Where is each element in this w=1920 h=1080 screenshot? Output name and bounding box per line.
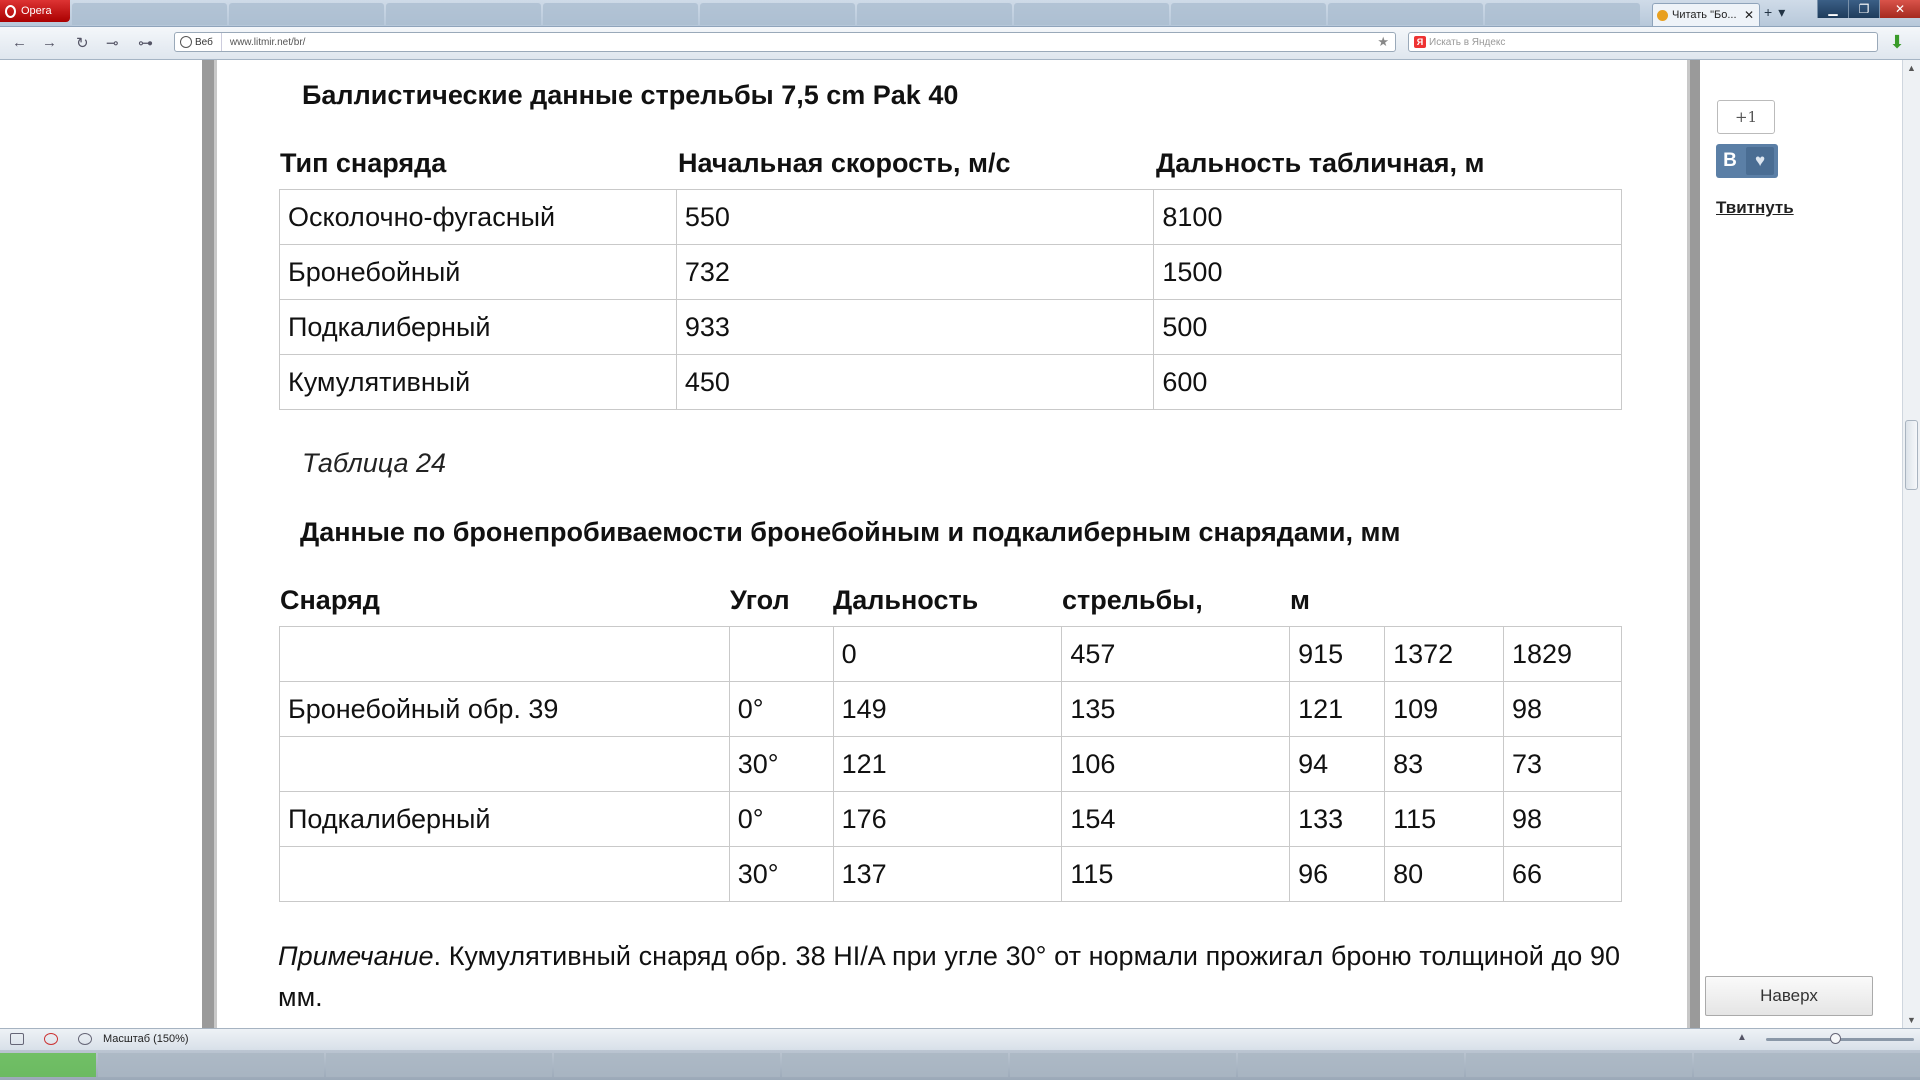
minimize-icon[interactable]: ▁	[1817, 0, 1848, 18]
table-cell	[280, 847, 730, 902]
restore-icon[interactable]: ❐	[1848, 0, 1879, 18]
table-cell: 600	[1154, 355, 1622, 410]
table-row	[280, 300, 1622, 355]
chevron-up-icon[interactable]: ▲	[1737, 1032, 1747, 1043]
tab[interactable]	[229, 3, 384, 25]
search-placeholder: Искать в Яндекс	[1429, 36, 1506, 48]
table-cell: Кумулятивный	[280, 355, 677, 410]
site-info-label: Веб	[195, 36, 213, 48]
table-row	[280, 627, 1622, 682]
site-favicon-icon	[1657, 10, 1668, 21]
tab[interactable]	[700, 3, 855, 25]
table-cell: 115	[1062, 847, 1290, 902]
table-cell: 149	[833, 682, 1062, 737]
opera-logo-icon	[5, 5, 16, 18]
page-border-right	[1690, 60, 1700, 1028]
tab[interactable]	[386, 3, 541, 25]
table-cell: 94	[1290, 737, 1385, 792]
key-icon[interactable]: ⊶	[138, 35, 153, 52]
tab[interactable]	[1328, 3, 1483, 25]
table-cell: 80	[1385, 847, 1504, 902]
tab[interactable]	[1014, 3, 1169, 25]
table-row	[280, 190, 1622, 245]
penetration-table	[279, 626, 1622, 902]
table-cell: 115	[1385, 792, 1504, 847]
status-bar	[0, 1028, 1920, 1051]
window-controls	[1817, 0, 1920, 18]
reload-icon[interactable]: ↻	[76, 35, 89, 52]
scroll-up-icon[interactable]: ▲	[1907, 63, 1916, 73]
key-icon[interactable]: ⊸	[106, 35, 119, 52]
table-cell: Бронебойный обр. 39	[280, 682, 730, 737]
table-row	[280, 792, 1622, 847]
taskbar-item[interactable]	[554, 1053, 780, 1077]
address-bar	[0, 27, 1920, 60]
table-cell: 121	[1290, 682, 1385, 737]
table-cell: 66	[1504, 847, 1622, 902]
table-cell: 1500	[1154, 245, 1622, 300]
table-cell: 109	[1385, 682, 1504, 737]
close-tab-icon[interactable]: ✕	[1743, 8, 1754, 22]
tab-title: Читать "Бо...	[1672, 9, 1737, 21]
table-cell: 73	[1504, 737, 1622, 792]
table-cell: 8100	[1154, 190, 1622, 245]
table-cell: 98	[1504, 792, 1622, 847]
site-info[interactable]	[175, 33, 222, 51]
table2-header-cell: Дальность	[833, 585, 979, 615]
panel-toggle-icon[interactable]	[10, 1033, 24, 1045]
table-cell: 133	[1290, 792, 1385, 847]
table-cell: 0	[833, 627, 1062, 682]
table-cell: 500	[1154, 300, 1622, 355]
note-text: . Кумулятивный снаряд обр. 38 HI/A при угле 30° от нормали прожигал броню толщиной до 90 мм.	[278, 941, 1620, 1012]
table2-note	[278, 936, 1620, 1018]
table-cell: 1372	[1385, 627, 1504, 682]
bookmark-star-icon[interactable]: ★	[1377, 34, 1389, 49]
search-field[interactable]	[1408, 32, 1878, 52]
tab-menu-chevron-icon[interactable]: ▾	[1778, 4, 1786, 20]
table-cell: 1829	[1504, 627, 1622, 682]
table-cell: 106	[1062, 737, 1290, 792]
table-cell	[280, 737, 730, 792]
table-cell: 98	[1504, 682, 1622, 737]
table-cell: 135	[1062, 682, 1290, 737]
table-cell: 176	[833, 792, 1062, 847]
taskbar-item[interactable]	[98, 1053, 324, 1077]
table-cell: 137	[833, 847, 1062, 902]
url-field[interactable]	[174, 32, 1396, 52]
table-cell: 732	[676, 245, 1154, 300]
table-cell: 96	[1290, 847, 1385, 902]
tab-bar	[0, 0, 1920, 27]
download-arrow-icon[interactable]: ⬇	[1889, 31, 1905, 52]
table-cell: 83	[1385, 737, 1504, 792]
table2-header-cell: м	[1290, 585, 1310, 615]
table-cell: 915	[1290, 627, 1385, 682]
tab[interactable]	[72, 3, 227, 25]
table-row	[280, 737, 1622, 792]
zoom-slider-knob[interactable]	[1830, 1033, 1841, 1044]
table1-header-cell: Тип снаряда	[280, 148, 447, 178]
url-text: www.litmir.net/br/	[229, 36, 306, 48]
page-border-left	[202, 60, 214, 1028]
table2-caption: Таблица 24	[302, 448, 447, 478]
table2-header-cell: Снаряд	[280, 585, 380, 615]
table-cell: 154	[1062, 792, 1290, 847]
table1-title: Баллистические данные стрельбы 7,5 cm Pak 40	[302, 80, 959, 110]
table-cell: Подкалиберный	[280, 300, 677, 355]
tab[interactable]	[1485, 3, 1640, 25]
taskbar-item[interactable]	[1238, 1053, 1464, 1077]
taskbar-item[interactable]	[1694, 1053, 1920, 1077]
taskbar-item[interactable]	[1466, 1053, 1692, 1077]
zoom-level-label: Масштаб (150%)	[103, 1033, 189, 1045]
table-cell: 0°	[729, 682, 833, 737]
opera-menu-button[interactable]	[0, 0, 70, 22]
table-cell: Подкалиберный	[280, 792, 730, 847]
start-button[interactable]	[0, 1053, 96, 1077]
scroll-top-button[interactable]: Наверх	[1705, 976, 1873, 1016]
table-cell: 457	[1062, 627, 1290, 682]
table-row	[280, 847, 1622, 902]
speed-dial-icon[interactable]	[78, 1033, 92, 1045]
table-cell: Осколочно-фугасный	[280, 190, 677, 245]
table-row	[280, 245, 1622, 300]
forward-icon[interactable]: →	[42, 34, 57, 51]
like-heart-icon[interactable]: ♥	[1746, 147, 1774, 175]
taskbar	[0, 1050, 1920, 1080]
table-cell: 121	[833, 737, 1062, 792]
tab[interactable]	[857, 3, 1012, 25]
ballistics-table	[279, 189, 1622, 410]
table-cell: 550	[676, 190, 1154, 245]
turbo-icon[interactable]	[44, 1033, 58, 1045]
opera-menu-label: Opera	[21, 5, 52, 17]
scrollbar-thumb[interactable]	[1905, 420, 1918, 490]
close-window-icon[interactable]: ✕	[1879, 0, 1920, 18]
vk-share-widget[interactable]	[1716, 144, 1778, 178]
tab[interactable]	[543, 3, 698, 25]
tab-active[interactable]	[1652, 3, 1760, 26]
tab[interactable]	[1171, 3, 1326, 25]
table2-header-cell: Угол	[730, 585, 790, 615]
yandex-icon[interactable]: Я	[1414, 36, 1426, 48]
table2-title: Данные по бронепробиваемости бронебойным и подкалиберным снарядами, мм	[300, 517, 1401, 547]
table-row	[280, 355, 1622, 410]
table-cell: 30°	[729, 847, 833, 902]
table-cell	[729, 627, 833, 682]
globe-icon	[180, 36, 192, 48]
page-viewport	[0, 60, 1902, 1028]
taskbar-item[interactable]	[1010, 1053, 1236, 1077]
table1-header-cell: Начальная скорость, м/с	[678, 148, 1011, 178]
vk-logo-icon[interactable]: В	[1723, 150, 1737, 171]
note-label: Примечание	[278, 941, 434, 971]
table-cell	[280, 627, 730, 682]
new-tab-icon[interactable]: +	[1764, 4, 1773, 20]
taskbar-item[interactable]	[782, 1053, 1008, 1077]
table-cell: 933	[676, 300, 1154, 355]
taskbar-item[interactable]	[326, 1053, 552, 1077]
plus-one-button[interactable]: +1	[1717, 100, 1775, 134]
back-icon[interactable]: ←	[12, 34, 27, 51]
table2-header-cell: стрельбы,	[1062, 585, 1203, 615]
table1-header-cell: Дальность табличная, м	[1156, 148, 1485, 178]
tab-tools	[1764, 4, 1785, 21]
table-cell: 0°	[729, 792, 833, 847]
background-tabs	[72, 3, 1640, 25]
scroll-down-icon[interactable]: ▼	[1907, 1015, 1916, 1025]
tweet-link[interactable]: Твитнуть	[1716, 198, 1794, 217]
zoom-slider[interactable]	[1766, 1038, 1914, 1041]
table-row	[280, 682, 1622, 737]
table-cell: 30°	[729, 737, 833, 792]
table-cell: Бронебойный	[280, 245, 677, 300]
vertical-scrollbar[interactable]	[1902, 60, 1920, 1028]
table-cell: 450	[676, 355, 1154, 410]
